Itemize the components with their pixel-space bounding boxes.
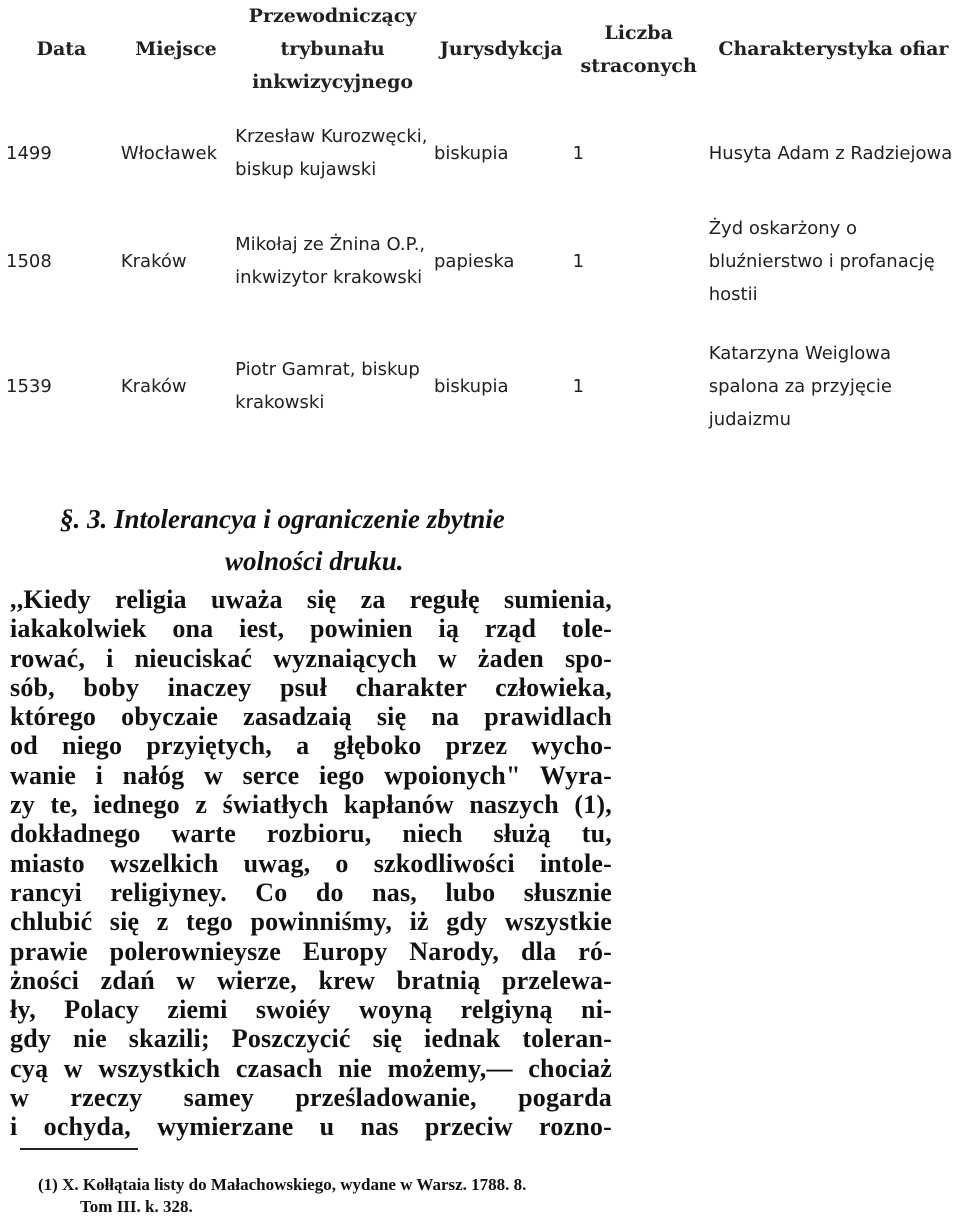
footnote-divider — [20, 1148, 138, 1150]
text-line: od niego przyiętych, a głęboko przez wycho- — [10, 731, 612, 761]
cell-victims: Katarzyna Weiglowa spalona za przyjęcie judaizmu — [708, 342, 892, 430]
cell-jurisdiction: biskupia — [433, 142, 509, 164]
cell-jurisdiction: papieska — [433, 250, 515, 272]
footnote-line-2: Tom III. k. 328. — [80, 1197, 193, 1216]
cell-president: Krzesław Kurozwęcki, biskup kujawski — [235, 126, 428, 180]
section-title-line-1: §. 3. Intolerancya i ograniczenie zbytnie — [60, 504, 505, 534]
cell-place: Kraków — [120, 250, 187, 272]
text-line: wanie i nałóg w serce iego wpoionych" Wyra- — [10, 760, 612, 790]
tribunals-table — [4, 0, 960, 457]
text-line: iakakolwiek ona iest, powinien ią rząd tole- — [10, 614, 612, 644]
cell-date: 1539 — [6, 375, 52, 397]
scanned-body-text — [10, 585, 612, 1142]
cell-jurisdiction: biskupia — [433, 375, 509, 397]
text-line: którego obyczaie zasadzaią się na prawidlach — [10, 702, 612, 732]
table-row — [4, 207, 960, 315]
cell-president: Mikołaj ze Żnina O.P., inkwizytor krakowski — [235, 234, 426, 288]
text-line: prawie polerownieysze Europy Narody, dla ró- — [10, 936, 612, 966]
cell-date: 1508 — [6, 250, 52, 272]
text-line: ,,Kiedy religia uważa się za regułę sumienia, — [10, 585, 612, 614]
text-line: żności zdań w wierze, krew bratnią przelewa- — [10, 965, 612, 995]
table-row — [4, 315, 960, 457]
scanned-page — [0, 480, 620, 1224]
cell-date: 1499 — [6, 142, 52, 164]
section-title — [60, 498, 580, 582]
cell-president: Piotr Gamrat, biskup krakowski — [235, 359, 420, 413]
cell-place: Kraków — [120, 375, 187, 397]
header-date: Data — [36, 38, 87, 60]
header-place: Miejsce — [135, 38, 217, 60]
header-victims: Charakterystyka ofiar — [718, 38, 949, 60]
cell-victims: Żyd oskarżony o bluźnierstwo i profanację hostii — [708, 217, 935, 305]
text-line: rować, i nieuciskać wyznaiących w żaden spo- — [10, 643, 612, 673]
header-executed-count: Liczba straconych — [580, 21, 697, 77]
text-line: sób, boby inaczey psuł charakter człowieka, — [10, 672, 612, 702]
cell-place: Włocławek — [120, 142, 218, 164]
text-line: rancyi religiyney. Co do nas, lubo słusznie — [10, 877, 612, 907]
table-header-row — [4, 0, 960, 99]
text-line: gdy nie skazili; Poszczycić się iednak toleran- — [10, 1024, 612, 1054]
footnote-line-1: (1) X. Kołłątaia listy do Małachowskiego, wydane w Warsz. 1788. 8. — [38, 1175, 527, 1194]
cell-executed-count: 1 — [572, 142, 585, 164]
text-line: zy te, iednego z światłych kapłanów naszych (1), — [10, 790, 612, 820]
cell-executed-count: 1 — [572, 375, 585, 397]
cell-executed-count: 1 — [572, 250, 585, 272]
cell-victims: Husyta Adam z Radziejowa — [708, 142, 953, 164]
text-line: dokładnego warte rozbioru, niech służą tu, — [10, 819, 612, 849]
section-title-line-2: wolności druku. — [225, 546, 404, 576]
table-row — [4, 99, 960, 207]
header-president: Przewodniczący trybunału inkwizycyjnego — [248, 5, 417, 93]
text-line: i ochyda, wymierzane u nas przeciw rozno- — [10, 1112, 612, 1142]
text-line: chlubić się z tego powinniśmy, iż gdy wszystkie — [10, 907, 612, 937]
footnote — [38, 1174, 526, 1218]
text-line: ły, Polacy ziemi swoiéy woyną relgiyną ni- — [10, 995, 612, 1025]
text-line: cyą w wszystkich czasach nie możemy,— chociaż — [10, 1053, 612, 1083]
header-jurisdiction: Jurysdykcja — [439, 38, 563, 60]
text-line: w rzeczy samey prześladowanie, pogarda — [10, 1083, 612, 1113]
text-line: miasto wszelkich uwag, o szkodliwości intole- — [10, 848, 612, 878]
